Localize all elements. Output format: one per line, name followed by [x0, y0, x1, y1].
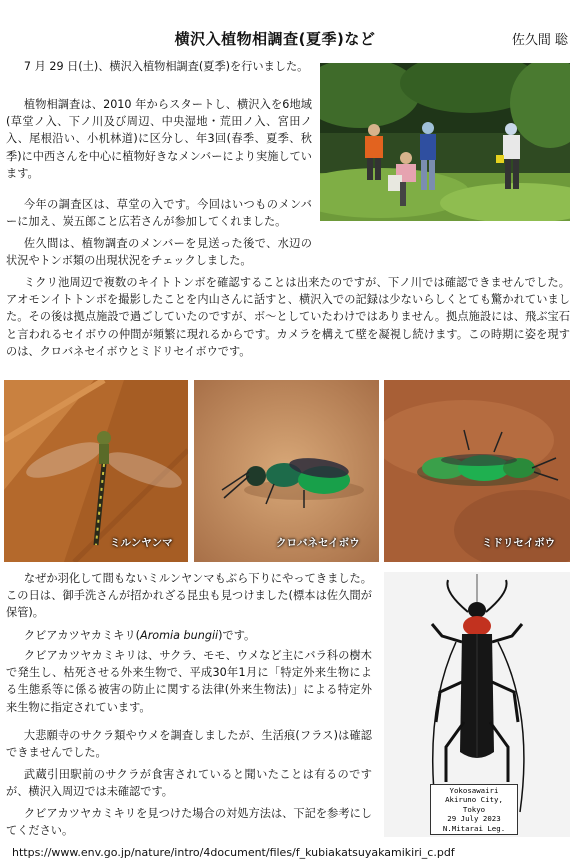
midori-seibou-caption: ミドリセイボウ [482, 537, 556, 549]
lower-paragraph-6: クビアカツヤカミキリを見つけた場合の対処方法は、下記を参考にしてください。 [6, 807, 372, 838]
intro-paragraph-1: 7 月 29 日(土)、横沢入植物相調査(夏季)を行いました。 [23, 60, 309, 73]
survey-team-photo [320, 63, 570, 221]
lower-paragraph-2 [6, 627, 372, 644]
reference-link[interactable]: https://www.env.go.jp/nature/intro/4document/files/f_kubiakatsuyakamikiri_c.pdf [12, 846, 455, 859]
intro-paragraph-3: 今年の調査区は、草堂の入です。今回はいつものメンバーに加え、炭五郎こと広若さんが参加してくれました。 [6, 198, 312, 229]
lower-paragraph-4: 大悲願寺のサクラ類やウメを調査しましたが、生活痕(フラス)は確認できませんでした。 [6, 729, 372, 760]
intro-paragraph-2: 植物相調査は、2010 年からスタートし、横沢入を6地域(草堂ノ入、下ノ川及び周辺、中央湿地・荒田ノ入、宮田ノ入、尾根沿い、小机林道)に区分し、年3回(春季、夏季、秋季)に中西さんを中心に植物好きなメンバーにより実施しています。 [6, 98, 312, 180]
midori-seibou-photo [384, 380, 570, 562]
specimen-label [430, 784, 518, 835]
dragonfly-photo [4, 380, 188, 562]
dragonfly-caption: ミルンヤンマ [110, 537, 173, 549]
lower-paragraph-5: 武蔵引田駅前のサクラが食害されていると聞いたことは有るのですが、横沢入周辺では未確認です。 [6, 768, 372, 799]
specimen-city: Akiruno City, Tokyo [445, 795, 503, 814]
intro-paragraph-5: ミクリ池周辺で複数のキイトトンボを確認することは出来たのですが、下ノ川では確認できませんでした。アオモンイトトンボを撮影したことを内山さんに話すと、横沢入での記録は少ないらしくとても驚かれていました。その後は拠点施設で過ごしていたのですが、ボ〜としていたわけではありません。拠点施設には、飛ぶ宝石と言われるセイボウの仲間が頻繁に現れるからです。カメラを構えて壁を凝視し続けます。この時期に姿を現すのは、クロバネセイボウとミドリセイボウです。 [6, 276, 570, 358]
species-name-ja: クビアカツヤカミキリ( [23, 629, 141, 642]
lower-paragraph-1: なぜか羽化して間もないミルンヤンマもぶら下りにやってきました。この日は、御手洗さんが招かれざる昆虫も見つけました(標本は佐久間が保管)。 [6, 572, 372, 620]
author-name: 佐久間 聡 [511, 33, 568, 48]
specimen-date: 29 July 2023 [447, 814, 501, 824]
specimen-locality: Yokosawairi [449, 786, 499, 795]
species-scientific-name: Aromia bungii [140, 629, 219, 642]
species-name-suffix: )です。 [218, 629, 256, 642]
kurobane-seibou-photo [194, 380, 379, 562]
specimen-collector: N.Mitarai Leg. [442, 823, 506, 833]
article-title: 横沢入植物相調査(夏季)など [174, 30, 376, 48]
kurobane-seibou-caption: クロバネセイボウ [276, 537, 360, 549]
intro-paragraph-4: 佐久間は、植物調査のメンバーを見送った後で、水辺の状況やトンボ類の出現状況をチェックしました。 [6, 237, 312, 268]
specimen-photo [384, 572, 570, 837]
lower-paragraph-3: クビアカツヤカミキリは、サクラ、モモ、ウメなど主にバラ科の樹木で発生し、枯死させる外来生物で、平成30年1月に「特定外来生物による生態系等に係る被害の防止に関する法律(外来生物法)」による特定外来生物に指定されています。 [6, 649, 372, 714]
